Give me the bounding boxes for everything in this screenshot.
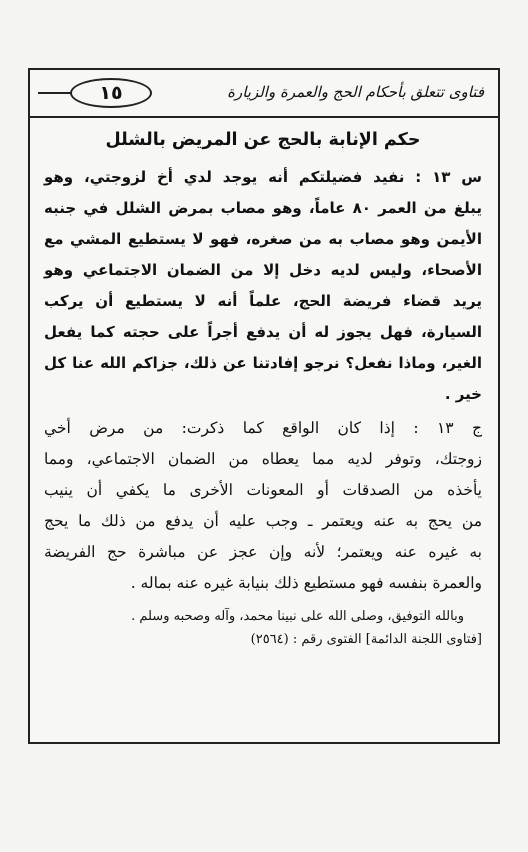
answer-block: [44, 413, 482, 599]
section-title: حكم الإنابة بالحج عن المريض بالشلل: [105, 130, 421, 150]
page-frame: [28, 68, 500, 744]
answer-line: يأخذه من الصدقات أو المعونات الأخرى ما يكفي أن ينيب: [44, 481, 482, 499]
question-line: يريد قضاء فريضة الحج، علماً أنه لا يستطيع أن يركب: [44, 292, 482, 310]
answer-line: زوجتك، وتوفر لديه مما يعطاه من الضمان الاجتماعي، ومما: [44, 450, 482, 468]
answer-line: به غيره عنه ويعتمر؛ لأنه وإن عجز عن مباشرة حج الفريضة: [44, 543, 482, 561]
running-title: فتاوى تتعلق بأحكام الحج والعمرة والزيارة: [227, 83, 484, 101]
fatwa-source: [فتاوى اللجنة الدائمة] الفتوى رقم : (٢٥٦٤): [250, 632, 482, 647]
question-line: خير .: [444, 385, 482, 403]
answer-line: والعمرة بنفسه فهو مستطيع ذلك بنيابة غيره عنه بماله .: [130, 574, 482, 592]
question-block: [44, 162, 482, 410]
answer-line: ج ١٣ : إذا كان الواقع كما ذكرت: من مرض أخي: [44, 419, 483, 437]
question-line: الأيمن وهو مصاب به من صغره، فهو لا يستطيع المشي مع: [44, 230, 482, 248]
question-line: الغير، وماذا نفعل؟ نرجو إفادتنا عن ذلك، جزاكم الله عنا كل: [44, 354, 482, 372]
question-line: الأصحاء، وليس لديه دخل إلا من الضمان الاجتماعي وهو: [44, 261, 482, 279]
page-number-badge: [70, 78, 152, 108]
question-line: السيارة، فهل يجوز له أن يدفع أجراً على حجته كما يفعل: [44, 323, 482, 341]
question-line: يبلغ من العمر ٨٠ عاماً، وهو مصاب بمرض الشلل في جنبه: [44, 199, 482, 217]
page-header: [30, 70, 498, 118]
closing-prayer: وبالله التوفيق، وصلى الله على نبينا محمد، وآله وصحبه وسلم .: [131, 609, 464, 624]
answer-line: من يحج به عنه ويعتمر ـ وجب عليه أن يدفع من ذلك ما يحج: [44, 512, 482, 530]
page-number: ١٥: [99, 82, 123, 104]
page-content: [44, 128, 482, 651]
question-line: س ١٣ : نفيد فضيلتكم أنه يوجد لدي أخ لزوجتي، وهو: [44, 168, 482, 186]
